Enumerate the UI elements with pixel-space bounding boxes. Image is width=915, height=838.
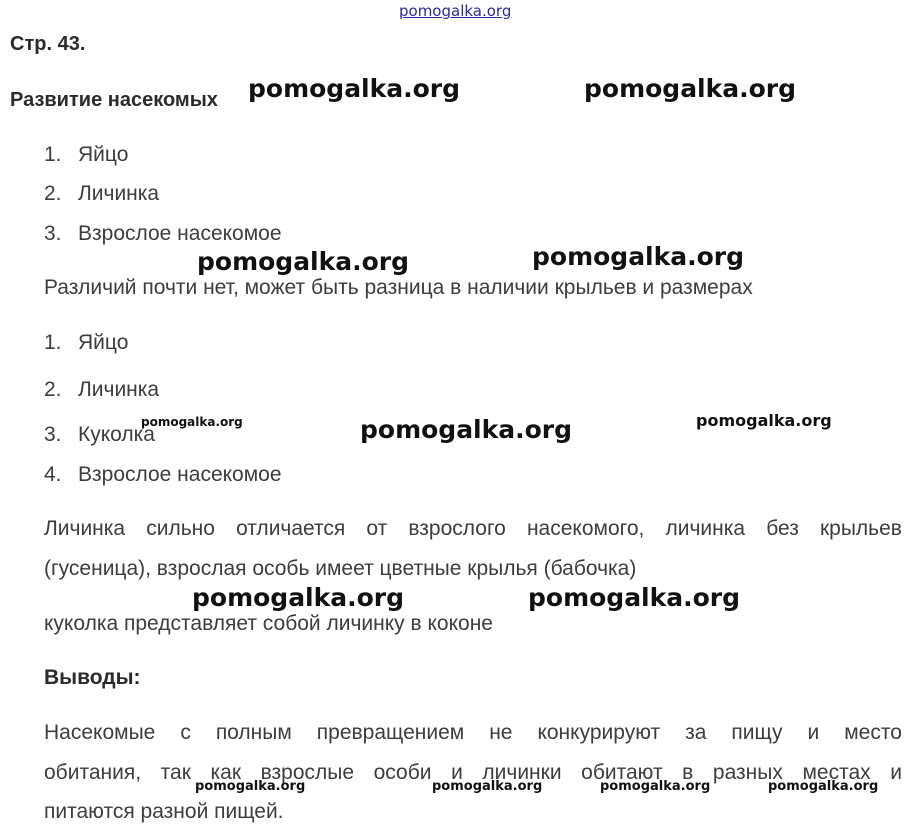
- word: пищу: [731, 721, 783, 744]
- list-number: 3.: [44, 423, 62, 446]
- watermark: pomogalka.org: [141, 415, 243, 429]
- word: особи: [373, 761, 432, 784]
- watermark: pomogalka.org: [584, 74, 797, 103]
- word: и: [807, 721, 820, 744]
- watermark: pomogalka.org: [600, 779, 711, 794]
- list-text: Взрослое насекомое: [78, 222, 282, 245]
- word: отличается: [236, 517, 346, 540]
- word: сильно: [146, 517, 215, 540]
- list-number: 4.: [44, 463, 62, 486]
- section-title: Развитие насекомых: [10, 89, 218, 111]
- list-text: Куколка: [78, 423, 155, 446]
- word: личинки: [482, 761, 562, 784]
- word: Личинка: [44, 517, 126, 540]
- word: личинка: [665, 517, 746, 540]
- conclusion-line-3: питаются разной пищей.: [44, 800, 284, 823]
- word: так: [160, 761, 191, 784]
- list-text: Взрослое насекомое: [78, 463, 282, 486]
- list-text: Личинка: [78, 182, 160, 205]
- word: за: [685, 721, 707, 744]
- conclusions-heading: Выводы:: [44, 666, 141, 689]
- word: разных: [712, 761, 783, 784]
- list-number: 2.: [44, 182, 62, 205]
- watermark-top: pomogalka.org: [399, 2, 512, 20]
- paragraph-larva-line-2: (гусеница), взрослая особь имеет цветные крылья (бабочка): [44, 557, 637, 580]
- paragraph-differences: Различий почти нет, может быть разница в наличии крыльев и размерах: [44, 276, 753, 299]
- list-text: Яйцо: [78, 143, 129, 166]
- paragraph-pupa: куколка представляет собой личинку в коконе: [44, 612, 493, 635]
- word: превращением: [316, 721, 465, 744]
- word: и: [451, 761, 463, 784]
- word: в: [682, 761, 694, 784]
- word: как: [210, 761, 241, 784]
- word: взрослые: [260, 761, 355, 784]
- word: с: [180, 721, 191, 744]
- word: и: [890, 761, 902, 784]
- conclusion-line-1: [44, 721, 902, 745]
- watermark: pomogalka.org: [248, 74, 461, 103]
- word: от: [366, 517, 388, 540]
- word: без: [766, 517, 799, 540]
- word: полным: [215, 721, 292, 744]
- word: обитают: [581, 761, 663, 784]
- page-heading: Стр. 43.: [10, 33, 86, 55]
- list-number: 2.: [44, 378, 62, 401]
- list-number: 3.: [44, 222, 62, 245]
- watermark: pomogalka.org: [197, 247, 410, 276]
- word: Насекомые: [44, 721, 156, 744]
- watermark: pomogalka.org: [768, 779, 879, 794]
- word: место: [844, 721, 902, 744]
- watermark: pomogalka.org: [360, 415, 573, 444]
- watermark: pomogalka.org: [528, 583, 741, 612]
- list-text: Яйцо: [78, 331, 129, 354]
- watermark: pomogalka.org: [696, 411, 832, 430]
- watermark: pomogalka.org: [432, 779, 543, 794]
- word: не: [489, 721, 513, 744]
- watermark: pomogalka.org: [195, 779, 306, 794]
- word: обитания,: [44, 761, 142, 784]
- watermark: pomogalka.org: [192, 583, 405, 612]
- word: конкурируют: [537, 721, 661, 744]
- watermark: pomogalka.org: [532, 242, 745, 271]
- list-number: 1.: [44, 143, 62, 166]
- word: насекомого,: [526, 517, 645, 540]
- paragraph-larva-line-1: [44, 517, 902, 541]
- list-number: 1.: [44, 331, 62, 354]
- word: крыльев: [819, 517, 902, 540]
- word: местах: [802, 761, 871, 784]
- word: взрослого: [408, 517, 506, 540]
- list-text: Личинка: [78, 378, 160, 401]
